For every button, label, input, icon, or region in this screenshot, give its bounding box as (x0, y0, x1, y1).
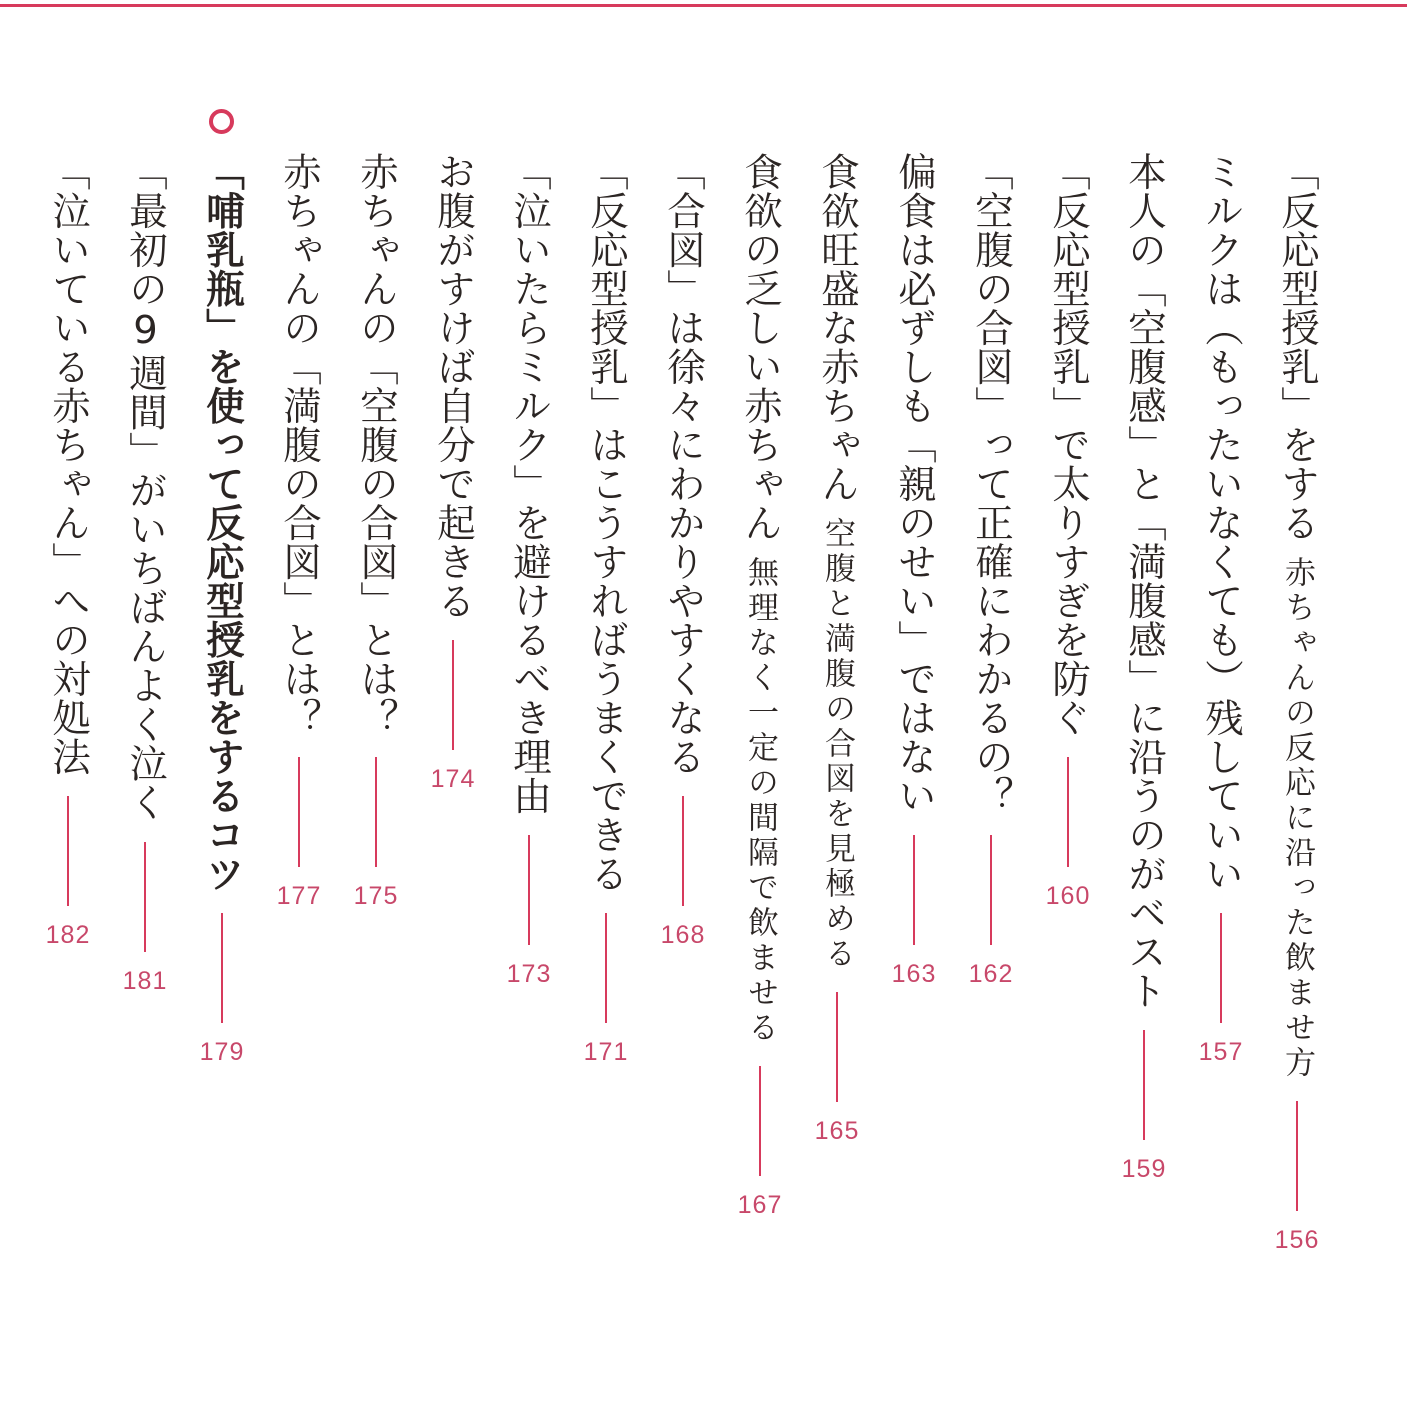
leader-line (1067, 757, 1069, 867)
toc-entry[interactable] (728, 152, 792, 1220)
page-number: 167 (737, 1191, 783, 1219)
leader-line (682, 796, 684, 906)
toc-entry[interactable] (1189, 152, 1253, 1067)
entry-title: 「反応型授乳」で太りすぎを防ぐ (1046, 152, 1091, 737)
page-number: 171 (583, 1038, 629, 1066)
page-number: 181 (122, 966, 168, 995)
leader-line (67, 796, 69, 906)
page-number: 168 (660, 921, 706, 949)
entry-title: 「哺乳瓶」を使って反応型授乳をするコツ (200, 152, 245, 893)
toc-entry[interactable] (113, 152, 177, 996)
page-number: 165 (814, 1117, 860, 1145)
entry-title: 「反応型授乳」はこうすればうまくできる (584, 152, 629, 893)
entry-title: 食欲旺盛な赤ちゃん (815, 152, 860, 503)
entry-title: 「泣いている赤ちゃん」への対処法 (46, 152, 91, 776)
leader-line (913, 835, 915, 945)
entry-title: 「反応型授乳」をする (1275, 152, 1320, 542)
entry-title: 赤ちゃんの「満腹の合図」とは？ (277, 152, 322, 737)
entry-title: 「泣いたらミルク」を避けるべき理由 (507, 152, 552, 815)
leader-line (1220, 913, 1222, 1023)
leader-line (528, 835, 530, 945)
circle-marker-icon (209, 109, 234, 134)
page-number: 163 (891, 960, 937, 988)
toc-entry[interactable] (344, 152, 408, 911)
toc-entry[interactable] (651, 152, 715, 950)
leader-line (452, 640, 454, 750)
entry-title: 「最初の9週間」がいちばんよく泣く (123, 152, 168, 822)
entry-title: 本人の「空腹感」と「満腹感」に沿うのがベスト (1122, 152, 1167, 1010)
toc-entry[interactable] (1112, 152, 1176, 1184)
leader-line (605, 913, 607, 1023)
page-number: 173 (506, 960, 552, 988)
entry-title: 「合図」は徐々にわかりやすくなる (661, 152, 706, 776)
toc-entry[interactable] (882, 152, 946, 989)
page-number: 175 (353, 882, 399, 910)
leader-line (759, 1066, 761, 1176)
page-number: 159 (1121, 1155, 1167, 1183)
entry-title: 「空腹の合図」って正確にわかるの？ (969, 152, 1014, 815)
leader-line (836, 992, 838, 1102)
leader-line (221, 913, 223, 1023)
toc-entry[interactable] (1036, 152, 1100, 911)
page-number: 160 (1045, 882, 1091, 910)
toc-entry[interactable] (421, 152, 485, 794)
entry-title: 食欲の乏しい赤ちゃん (738, 152, 783, 542)
entry-subtitle: 無理なく一定の間隔で飲ませる (742, 556, 778, 1046)
toc-entry[interactable] (1265, 152, 1329, 1255)
leader-line (1296, 1101, 1298, 1211)
entry-title: 偏食は必ずしも「親のせい」ではない (892, 152, 937, 815)
leader-line (375, 757, 377, 867)
toc-entry[interactable] (959, 152, 1023, 989)
toc-entry-section[interactable] (190, 152, 254, 1067)
leader-line (298, 757, 300, 867)
toc-entry[interactable] (267, 152, 331, 911)
page-number: 157 (1198, 1038, 1244, 1066)
entry-subtitle: 赤ちゃんの反応に沿った飲ませ方 (1279, 556, 1315, 1081)
page-number: 182 (45, 921, 91, 949)
page-number: 162 (968, 960, 1014, 988)
page-number: 179 (199, 1038, 245, 1066)
toc-entry[interactable] (36, 152, 100, 950)
toc-entry[interactable] (574, 152, 638, 1067)
toc-entry[interactable] (805, 152, 869, 1146)
entry-title: ミルクは（もったいなくても）残していい (1199, 152, 1244, 893)
page-number: 156 (1274, 1226, 1320, 1254)
leader-line (1143, 1030, 1145, 1140)
page-number: 177 (276, 882, 322, 910)
leader-line (990, 835, 992, 945)
page-number: 174 (430, 765, 476, 793)
toc-entry[interactable] (497, 152, 561, 989)
entry-subtitle: 空腹と満腹の合図を見極める (819, 517, 855, 972)
entry-title: 赤ちゃんの「空腹の合図」とは？ (354, 152, 399, 737)
leader-line (144, 842, 146, 952)
entry-title: お腹がすけば自分で起きる (431, 152, 476, 620)
